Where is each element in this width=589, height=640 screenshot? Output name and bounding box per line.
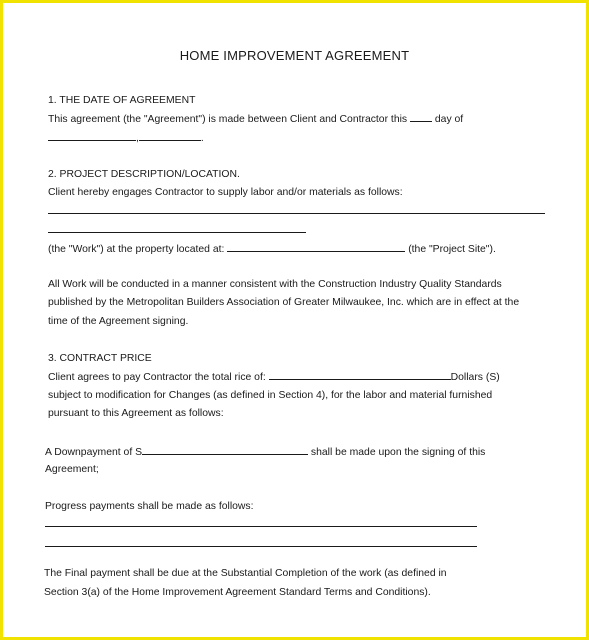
section-2-line1: Client hereby engages Contractor to supply labor and/or materials as follows: (48, 187, 403, 198)
progress-rule-2 (45, 546, 477, 547)
section-2-heading: 2. PROJECT DESCRIPTION/LOCATION. (48, 169, 240, 180)
progress-payments-text: Progress payments shall be made as follows: (45, 501, 254, 512)
project-site-line (48, 242, 496, 256)
agreement-page (3, 3, 586, 637)
work-description-rule-2 (48, 232, 306, 233)
contract-price-line2: subject to modification for Changes (as defined in Section 4), for the labor and material furnished (48, 390, 493, 401)
section-1-line1 (48, 112, 463, 126)
section-1-text: This agreement (the "Agreement") is made between Client and Contractor this (48, 114, 408, 125)
downpayment-blank (142, 445, 308, 455)
section-1-day-of: day of (434, 114, 464, 125)
downpayment-post-text: shall be made upon the signing of this (310, 447, 486, 458)
section-1-line2 (48, 131, 204, 145)
work-located-text: (the "Work") at the property located at: (48, 244, 225, 255)
contract-price-line3: pursuant to this Agreement as follows: (48, 408, 224, 419)
year-blank (139, 131, 201, 141)
quality-para-line3: time of the Agreement signing. (48, 316, 189, 327)
project-site-text: (the "Project Site"). (408, 244, 496, 255)
document-title: HOME IMPROVEMENT AGREEMENT (179, 48, 410, 63)
total-price-text: Client agrees to pay Contractor the total rice of: (48, 372, 266, 383)
quality-para-line2: published by the Metropolitan Builders Association of Greater Milwaukee, Inc. which are in effect at the (48, 297, 520, 308)
day-blank (410, 112, 432, 122)
date-period: . (200, 133, 204, 144)
progress-rule-1 (45, 526, 477, 527)
work-description-rule-1 (48, 213, 545, 214)
contract-price-line1 (48, 370, 500, 384)
quality-para-line1: All Work will be conducted in a manner consistent with the Construction Industry Quality Standards (48, 279, 502, 290)
section-1-heading: 1. THE DATE OF AGREEMENT (48, 95, 196, 106)
downpayment-line2: Agreement; (45, 464, 99, 475)
date-comma: , (136, 133, 139, 144)
final-payment-line2: Section 3(a) of the Home Improvement Agreement Standard Terms and Conditions). (44, 587, 431, 598)
property-address-blank (227, 242, 405, 252)
final-payment-line1: The Final payment shall be due at the Substantial Completion of the work (as defined in (44, 568, 447, 579)
dollars-text: Dollars (S) (450, 372, 500, 383)
month-blank (48, 131, 136, 141)
downpayment-text: A Downpayment of S (45, 447, 143, 458)
downpayment-line (45, 445, 485, 459)
section-3-heading: 3. CONTRACT PRICE (48, 353, 152, 364)
total-price-blank (269, 370, 451, 380)
